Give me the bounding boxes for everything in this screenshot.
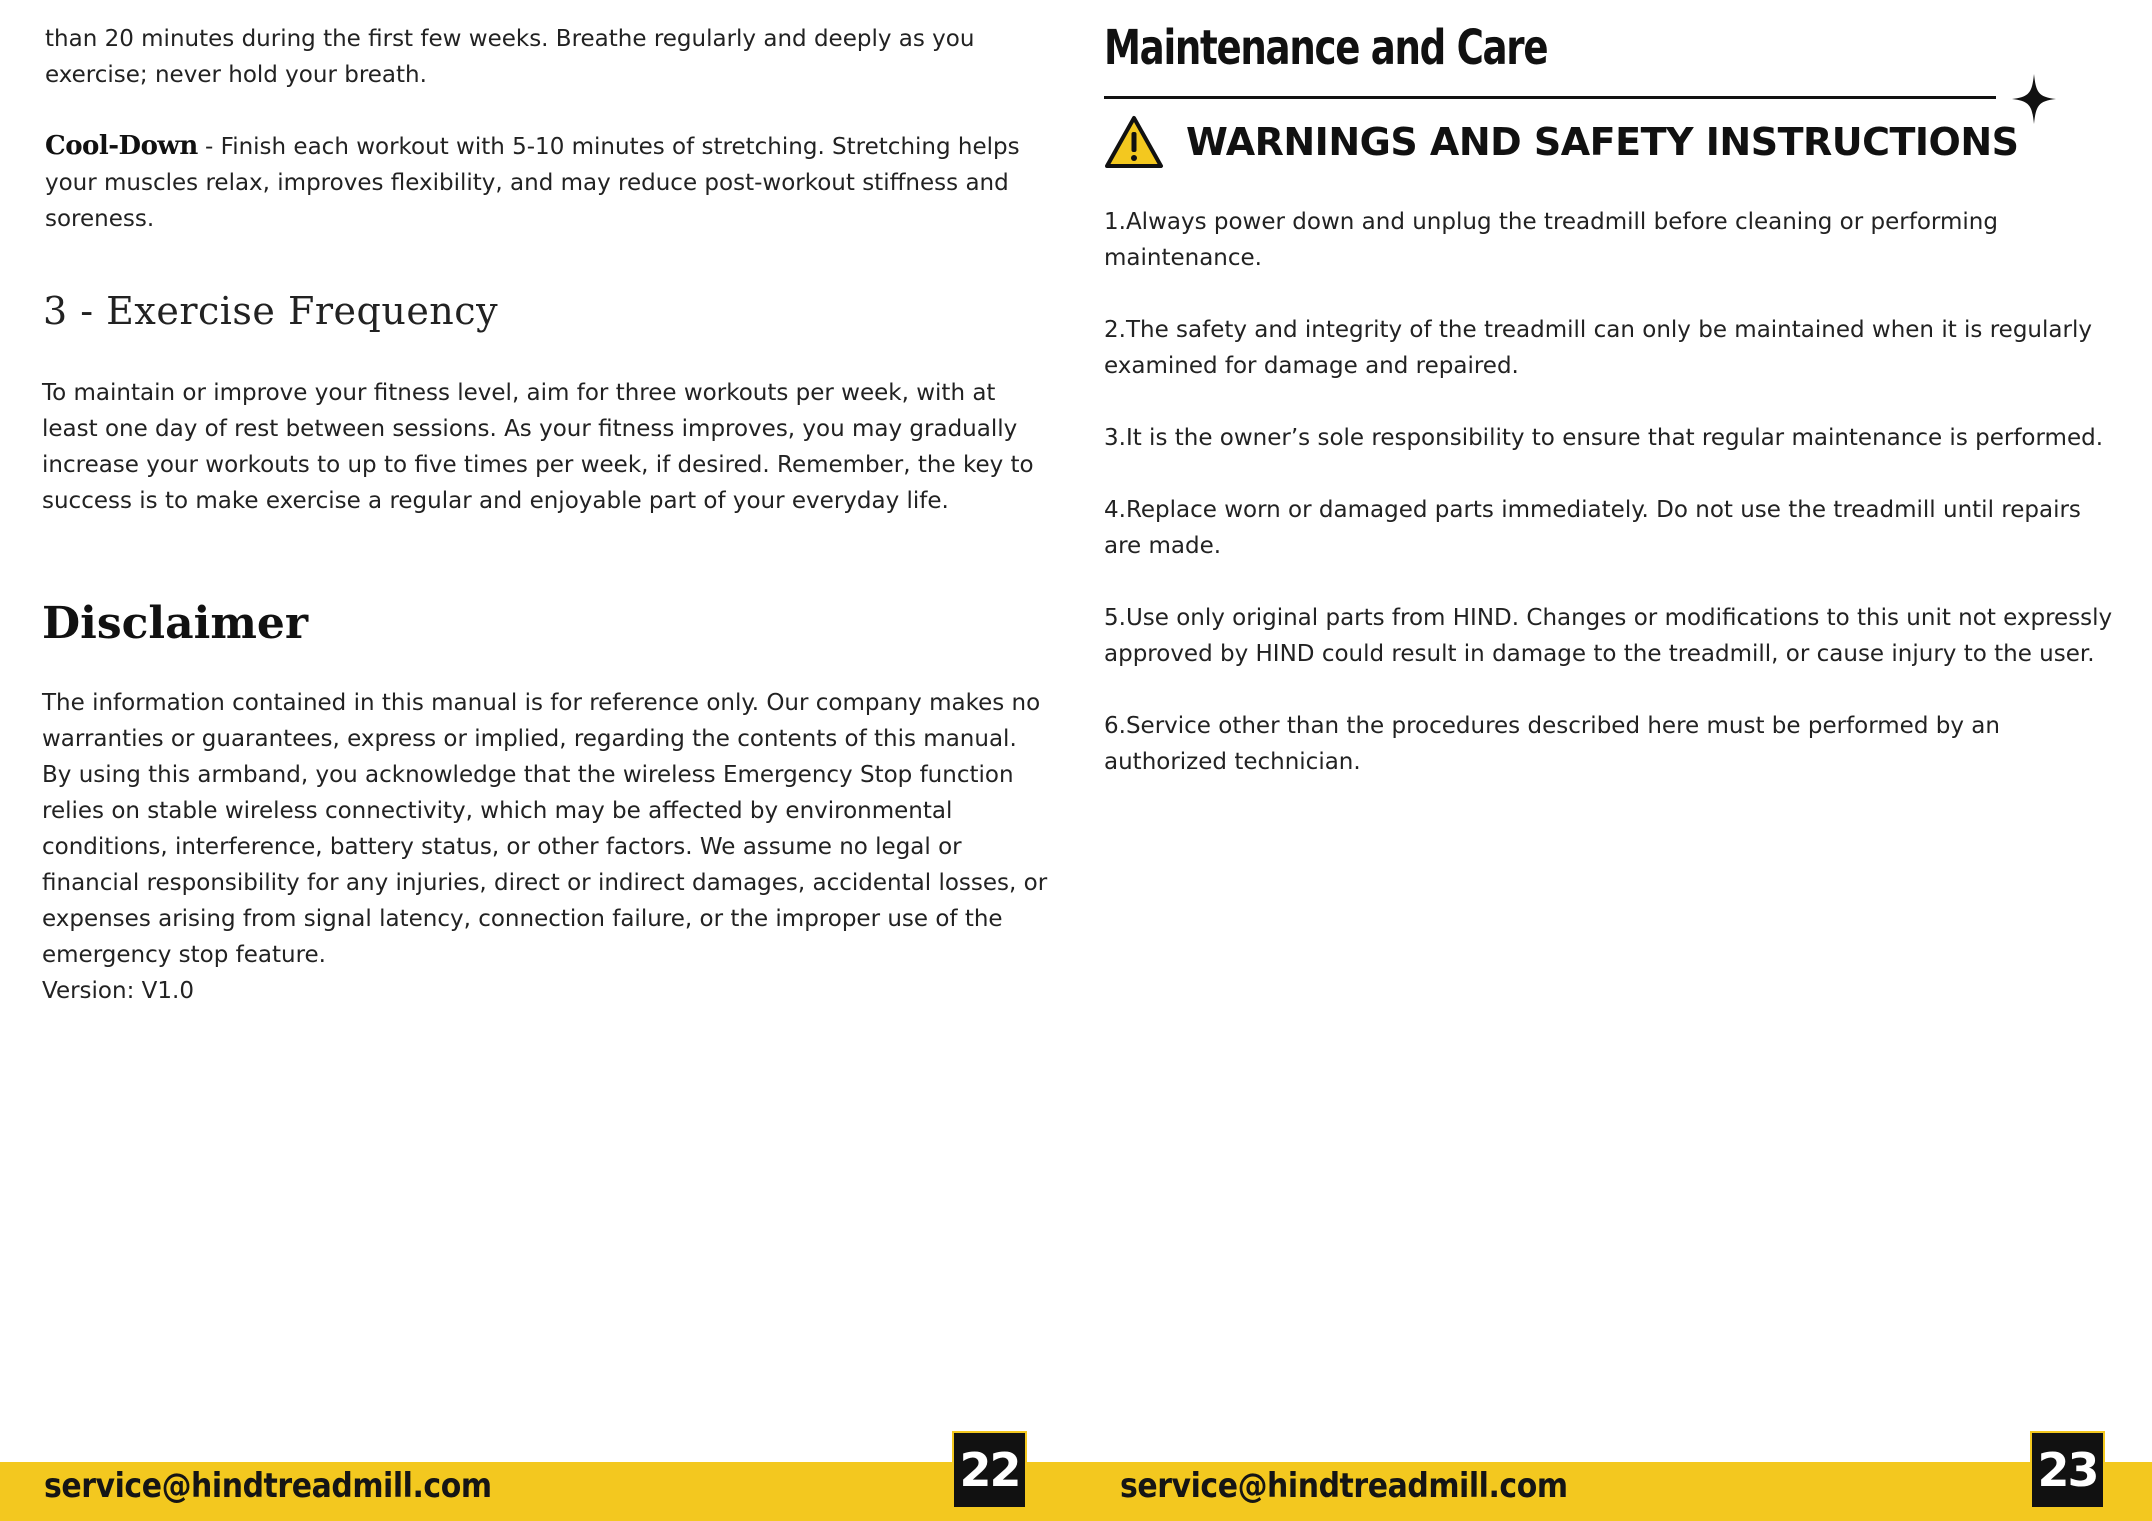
disclaimer-block bbox=[42, 685, 1052, 1009]
footer-email-right[interactable]: service@hindtreadmill.com bbox=[1120, 1466, 1568, 1506]
warning-triangle-icon bbox=[1104, 114, 1164, 170]
page-number-left: 22 bbox=[952, 1431, 1027, 1509]
right-page bbox=[1076, 0, 2152, 1521]
warnings-title: WARNINGS AND SAFETY INSTRUCTIONS bbox=[1186, 120, 2019, 164]
cool-down-text: Finish each workout with 5-10 minutes of stretching. Stretching helps your muscles relax, improves flexibility, and may reduce post-workout stiffness and soreness. bbox=[45, 134, 1020, 232]
footer-email-left[interactable]: service@hindtreadmill.com bbox=[44, 1466, 492, 1506]
cool-down-separator: - bbox=[197, 134, 221, 160]
continued-paragraph: than 20 minutes during the first few weeks. Breathe regularly and deeply as you exercise; never hold your breath. bbox=[45, 26, 975, 88]
disclaimer-text: The information contained in this manual is for reference only. Our company makes no warranties or guarantees, express or implied, regarding the contents of this manual. By using this armband, you acknowledge that the wireless Emergency Stop function relies on stable wireless connectivity, which may be affected by environmental conditions, interference, battery status, or other factors. We assume no legal or financial responsibility for any injuries, direct or indirect damages, accidental losses, or expenses arising from signal latency, connection failure, or the improper use of the emergency stop feature. bbox=[42, 690, 1048, 968]
list-item: 3.It is the owner’s sole responsibility to ensure that regular maintenance is performed. bbox=[1104, 425, 2104, 451]
warnings-header bbox=[1104, 112, 2019, 172]
list-item: 4.Replace worn or damaged parts immediately. Do not use the treadmill until repairs are made. bbox=[1104, 497, 2081, 559]
exercise-frequency-heading: 3 - Exercise Frequency bbox=[43, 289, 499, 333]
safety-instructions-list bbox=[1104, 204, 2114, 816]
list-item: 6.Service other than the procedures described here must be performed by an authorized technician. bbox=[1104, 713, 2000, 775]
exercise-frequency-text: To maintain or improve your fitness level, aim for three workouts per week, with at least one day of rest between sessions. As your fitness improves, you may gradually increase your workouts to up to five times per week, if desired. Remember, the key to success is to make exercise a regular and enjoyable part of your everyday life. bbox=[42, 380, 1034, 514]
page-number-right: 23 bbox=[2030, 1431, 2105, 1509]
maintenance-heading: Maintenance and Care bbox=[1104, 20, 1548, 76]
cool-down-paragraph bbox=[45, 128, 1025, 237]
disclaimer-heading: Disclaimer bbox=[42, 598, 309, 649]
heading-divider bbox=[1104, 96, 1996, 99]
list-item: 1.Always power down and unplug the treadmill before cleaning or performing maintenance. bbox=[1104, 209, 1998, 271]
cool-down-title: Cool-Down bbox=[45, 131, 198, 161]
list-item: 2.The safety and integrity of the treadmill can only be maintained when it is regularly examined for damage and repaired. bbox=[1104, 317, 2092, 379]
version-label: Version: V1.0 bbox=[42, 978, 194, 1004]
list-item: 5.Use only original parts from HIND. Changes or modifications to this unit not expressly approved by HIND could result in damage to the treadmill, or cause injury to the user. bbox=[1104, 605, 2113, 667]
sparkle-star-icon bbox=[2012, 74, 2056, 124]
